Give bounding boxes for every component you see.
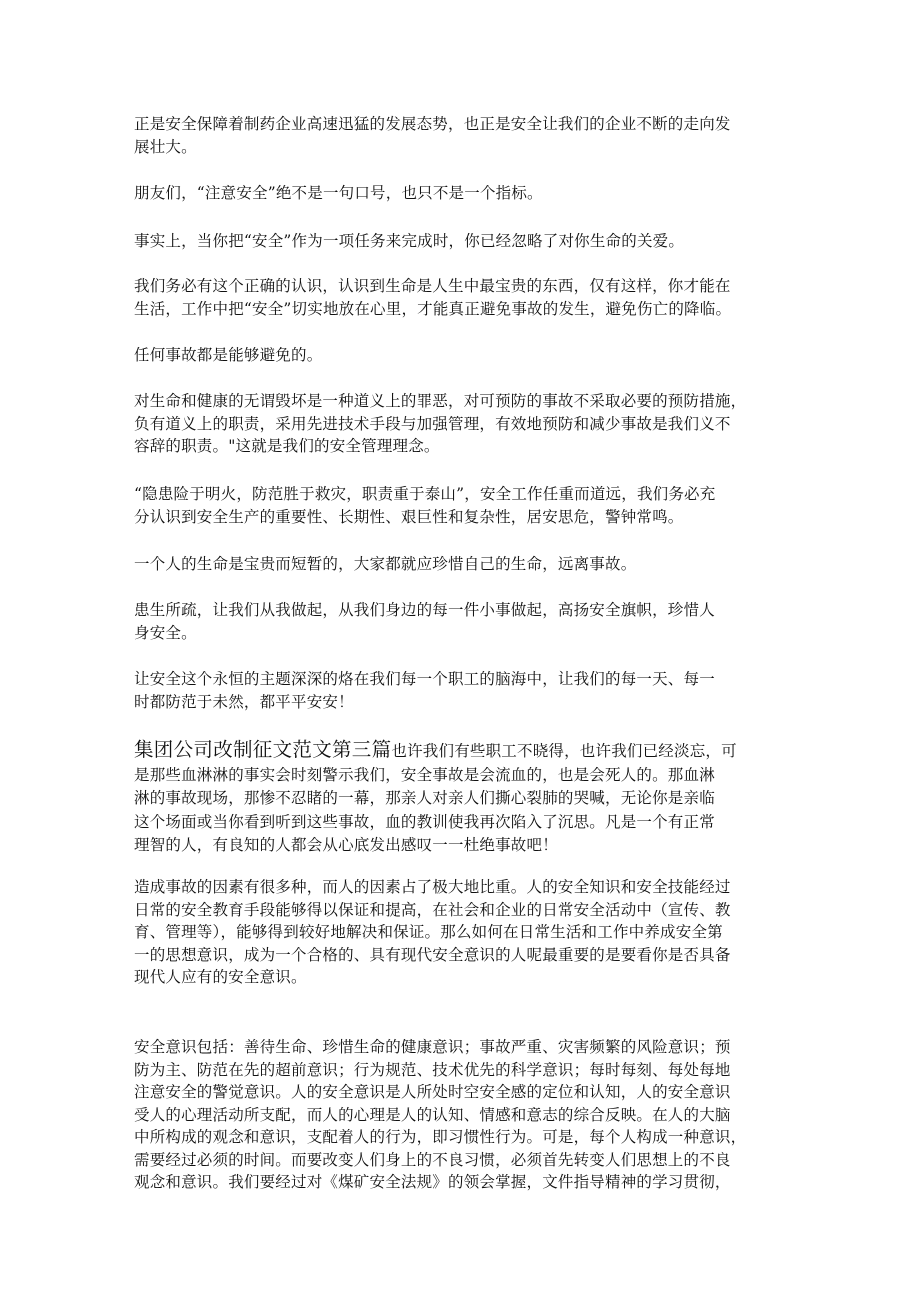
text-line: 也许我们有些职工不晓得，也许我们已经淡忘，可 bbox=[391, 742, 737, 760]
text-line: 身安全。 bbox=[134, 623, 197, 642]
text-line: 理智的人，有良知的人都会从心底发出感叹一一杜绝事故吧！ bbox=[134, 836, 558, 854]
text-line: 育、管理等），能够得到较好地解决和保证。那么如何在日常生活和工作中养成安全第 bbox=[134, 923, 723, 941]
section-paragraph bbox=[134, 738, 784, 858]
text-line: 我们务必有这个正确的认识，认识到生命是人生中最宝贵的东西，仅有这样，你才能在 bbox=[134, 277, 731, 295]
paragraph-12 bbox=[134, 876, 784, 989]
text-line: 负有道义上的职责，采用先进技术手段与加强管理，有效地预防和减少事故是我们义不 bbox=[134, 414, 731, 433]
text-line: 造成事故的因素有很多种，而人的因素占了极大地比重。人的安全知识和安全技能经过 bbox=[134, 878, 731, 896]
section-heading: 集团公司改制征文范文第三篇 bbox=[134, 738, 392, 761]
text-line: 对生命和健康的无谓毁坏是一种道义上的罪恶，对可预防的事故不采取必要的预防措施， bbox=[134, 392, 747, 410]
text-line: 正是安全保障着制药企业高速迅猛的发展态势，也正是安全让我们的企业不断的走向发 bbox=[134, 115, 731, 133]
text-line: 容辞的职责。"这就是我们的安全管理理念。 bbox=[134, 437, 440, 455]
text-line: 事实上，当你把“安全”作为一项任务来完成时，你已经忽略了对你生命的关爱。 bbox=[134, 232, 685, 250]
text-line: 中所构成的观念和意识，支配着人的行为，即习惯性行为。可是，每个人构成一种意识， bbox=[134, 1128, 747, 1146]
text-line: 一的思想意识，成为一个合格的、具有现代安全意识的人呢最重要的是要看你是否具备 bbox=[134, 945, 731, 964]
text-line: 时都防范于未然，都平平安安！ bbox=[134, 692, 354, 711]
text-line: 朋友们，“注意安全”绝不是一句口号，也只不是一个指标。 bbox=[134, 184, 543, 202]
text-line: 展壮大。 bbox=[134, 137, 197, 156]
text-line: 这个场面或当你看到听到这些事故，血的教训使我再次陷入了沉思。凡是一个有正常 bbox=[134, 812, 715, 831]
paragraph-4 bbox=[134, 275, 784, 320]
paragraph-2 bbox=[134, 182, 784, 205]
paragraph-6 bbox=[134, 390, 784, 458]
text-line: 是那些血淋淋的事实会时刻警示我们，安全事故是会流血的，也是会死人的。那血淋 bbox=[134, 765, 715, 784]
paragraph-8 bbox=[134, 553, 784, 576]
text-line: 任何事故都是能够避免的。 bbox=[134, 346, 323, 364]
text-line: 让安全这个永恒的主题深深的烙在我们每一个职工的脑海中，让我们的每一天、每一 bbox=[134, 670, 715, 688]
text-line: 分认识到安全生产的重要性、长期性、艰巨性和复杂性，居安思危，警钟常鸣。 bbox=[134, 507, 684, 526]
text-line: 日常的安全教育手段能够得以保证和提高，在社会和企业的日常安全活动中（宣传、教 bbox=[134, 900, 731, 919]
text-line: 受人的心理活动所支配，而人的心理是人的认知、情感和意志的综合反映。在人的大脑 bbox=[134, 1105, 731, 1124]
text-line: 患生所疏，让我们从我做起，从我们身边的每一件小事做起，高扬安全旗帜，珍惜人 bbox=[134, 601, 715, 619]
text-line: 淋的事故现场，那惨不忍睹的一幕，那亲人对亲人们撕心裂肺的哭喊，无论你是亲临 bbox=[134, 789, 715, 807]
text-line: 需要经过必须的时间。而要改变人们身上的不良习惯，必须首先转变人们思想上的不良 bbox=[134, 1150, 731, 1169]
paragraph-13 bbox=[134, 1036, 784, 1194]
text-line: 安全意识包括：善待生命、珍惜生命的健康意识；事故严重、灾害频繁的风险意识；预 bbox=[134, 1038, 731, 1056]
text-line: “隐患险于明火，防范胜于救灾，职责重于泰山”，安全工作任重而道远，我们务必充 bbox=[134, 485, 716, 503]
text-line: 防为主、防范在先的超前意识；行为规范、技术优先的科学意识；每时每刻、每处每地 bbox=[134, 1060, 731, 1079]
paragraph-10 bbox=[134, 668, 784, 713]
paragraph-3 bbox=[134, 230, 784, 253]
paragraph-7 bbox=[134, 483, 784, 528]
text-line: 一个人的生命是宝贵而短暂的，大家都就应珍惜自己的生命，远离事故。 bbox=[134, 555, 637, 573]
paragraph-1 bbox=[134, 113, 784, 158]
text-line: 观念和意识。我们要经过对《煤矿安全法规》的领会掌握，文件指导精神的学习贯彻， bbox=[134, 1173, 731, 1191]
text-line: 生活，工作中把“安全”切实地放在心里，才能真正避免事故的发生，避免伤亡的降临。 bbox=[134, 299, 732, 318]
text-line: 注意安全的警觉意识。人的安全意识是人所处时空安全感的定位和认知，人的安全意识 bbox=[134, 1083, 731, 1101]
paragraph-9 bbox=[134, 599, 784, 644]
paragraph-5 bbox=[134, 344, 784, 367]
text-line: 现代人应有的安全意识。 bbox=[134, 968, 307, 986]
